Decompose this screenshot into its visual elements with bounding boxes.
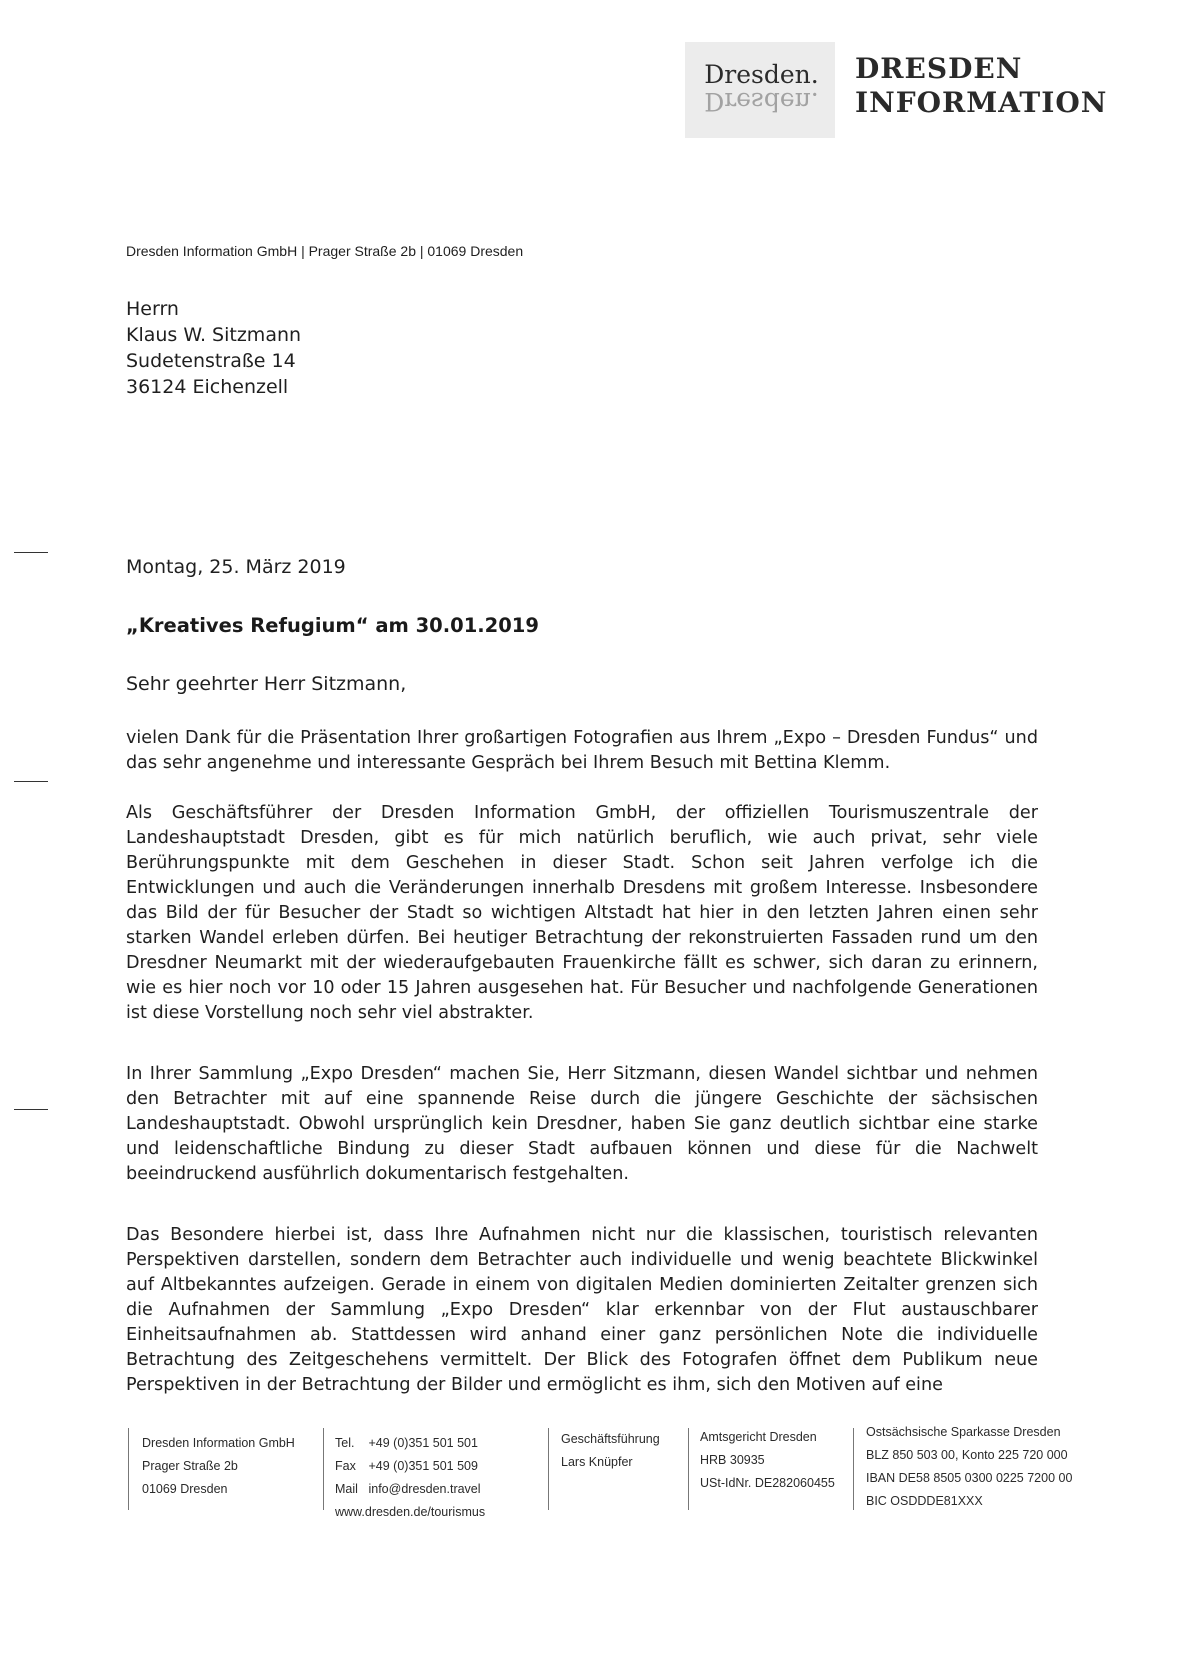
recipient-city: 36124 Eichenzell xyxy=(126,376,289,398)
dresden-logo xyxy=(685,42,835,138)
fold-mark-middle xyxy=(14,781,48,782)
footer-court-name: Amtsgericht Dresden xyxy=(700,1430,817,1444)
brand-line-1: DRESDEN xyxy=(855,52,1023,85)
body-paragraph-2: Als Geschäftsführer der Dresden Information GmbH, der offiziellen Tourismuszentrale der Landeshauptstadt Dresden, gibt es für mich natürlich beruflich, wie auch privat, sehr viele Berührungspunkte mit dem Geschehen in dieser Stadt. Schon seit Jahren verfolge ich die Entwicklungen und auch die Veränderungen innerhalb Dresdens mit großem Interesse. Insbesondere das Bild der für Besucher der Stadt so wichtigen Altstadt hat hier in den letzten Jahren einen sehr starken Wandel erleben dürfen. Bei heutiger Betrachtung der rekonstruierten Fassaden rund um den Dresdner Neumarkt mit der wiederaufgebauten Frauenkirche fällt es schwer, sich daran zu erinnern, wie es hier noch vor 10 oder 15 Jahren ausgesehen hat. Für Besucher und nachfolgende Generationen ist diese Vorstellung noch sehr viel abstrakter. xyxy=(126,803,1038,1023)
fold-mark-bottom xyxy=(14,1109,48,1110)
recipient-address xyxy=(126,296,301,400)
recipient-salutation-line: Herrn xyxy=(126,298,179,320)
recipient-street: Sudetenstraße 14 xyxy=(126,350,296,372)
footer-phone-label: Tel. xyxy=(335,1436,355,1450)
letter-salutation: Sehr geehrter Herr Sitzmann, xyxy=(126,673,407,695)
footer-fax-label: Fax xyxy=(335,1459,356,1473)
footer-website: www.dresden.de/tourismus xyxy=(335,1505,486,1519)
brand-line-2: INFORMATION xyxy=(855,86,1108,119)
footer-divider xyxy=(548,1428,549,1510)
footer-management-name: Lars Knüpfer xyxy=(561,1455,633,1469)
footer-bank-bic: BIC OSDDDE81XXX xyxy=(866,1494,983,1508)
footer-fax xyxy=(335,1455,485,1478)
footer-management-label: Geschäftsführung xyxy=(561,1432,660,1446)
footer-management xyxy=(561,1428,660,1474)
footer-phone xyxy=(335,1432,485,1455)
footer-divider xyxy=(853,1428,854,1510)
footer-fax-value: +49 (0)351 501 509 xyxy=(368,1459,478,1473)
footer-divider xyxy=(688,1428,689,1510)
body-paragraph-4: Das Besondere hierbei ist, dass Ihre Aufnahmen nicht nur die klassischen, touristisch relevanten Perspektiven darstellen, sondern dem Betrachter auch individuelle und wenig beachtete Blickwinkel auf Altbekanntes aufzeigen. Gerade in einem von digitalen Medien dominierten Zeitalter grenzen sich die Aufnahmen der Sammlung „Expo Dresden“ klar erkennbar von der Flut austauschbarer Einheitsaufnahmen ab. Stattdessen wird anhand einer ganz persönlichen Note die individuelle Betrachtung des Zeitgeschehens vermittelt. Der Blick des Fotografen öffnet dem Publikum neue Perspektiven in der Betrachtung der Bilder und ermöglicht es ihm, sich den Motiven auf eine xyxy=(126,1225,1038,1395)
footer-bank xyxy=(866,1421,1072,1513)
footer-company-street: Prager Straße 2b xyxy=(142,1459,238,1473)
footer-divider xyxy=(323,1428,324,1510)
logo-wordmark-reflection: Dresden. xyxy=(704,87,819,116)
letter-date: Montag, 25. März 2019 xyxy=(126,556,346,578)
footer-court-vat: USt-IdNr. DE282060455 xyxy=(700,1476,835,1490)
footer-bank-name: Ostsächsische Sparkasse Dresden xyxy=(866,1425,1061,1439)
brand-name xyxy=(855,52,1107,120)
footer-phone-value: +49 (0)351 501 501 xyxy=(368,1436,478,1450)
sender-return-line: Dresden Information GmbH | Prager Straße 2b | 01069 Dresden xyxy=(126,243,524,259)
fold-mark-top xyxy=(14,552,48,553)
logo-wordmark: Dresden. xyxy=(704,60,819,89)
body-paragraph-3: In Ihrer Sammlung „Expo Dresden“ machen Sie, Herr Sitzmann, diesen Wandel sichtbar und nehmen den Betrachter mit auf eine spannende Reise durch die jüngere Geschichte der sächsischen Landeshauptstadt. Obwohl ursprünglich kein Dresdner, haben Sie ganz deutlich sichtbar eine starke und leidenschaftliche Bindung zu dieser Stadt aufbauen können und diese für die Nachwelt beeindruckend ausführlich dokumentarisch festgehalten. xyxy=(126,1064,1038,1184)
footer-court xyxy=(700,1426,835,1495)
body-paragraph-1: vielen Dank für die Präsentation Ihrer großartigen Fotografien aus Ihrem „Expo – Dresden Fundus“ und das sehr angenehme und interessante Gespräch bei Ihrem Besuch mit Bettina Klemm. xyxy=(126,728,1038,773)
footer-mail xyxy=(335,1478,485,1501)
footer-mail-label: Mail xyxy=(335,1482,358,1496)
footer-bank-blz: BLZ 850 503 00, Konto 225 720 000 xyxy=(866,1448,1068,1462)
footer-bank-iban: IBAN DE58 8505 0300 0225 7200 00 xyxy=(866,1471,1073,1485)
footer-contact xyxy=(335,1432,485,1524)
footer-company-name: Dresden Information GmbH xyxy=(142,1436,295,1450)
footer-company xyxy=(142,1432,295,1501)
footer-divider xyxy=(128,1428,129,1510)
footer-court-hrb: HRB 30935 xyxy=(700,1453,765,1467)
letter-subject: „Kreatives Refugium“ am 30.01.2019 xyxy=(126,614,539,637)
recipient-name: Klaus W. Sitzmann xyxy=(126,324,302,346)
footer-company-city: 01069 Dresden xyxy=(142,1482,228,1496)
footer-mail-value: info@dresden.travel xyxy=(368,1482,481,1496)
